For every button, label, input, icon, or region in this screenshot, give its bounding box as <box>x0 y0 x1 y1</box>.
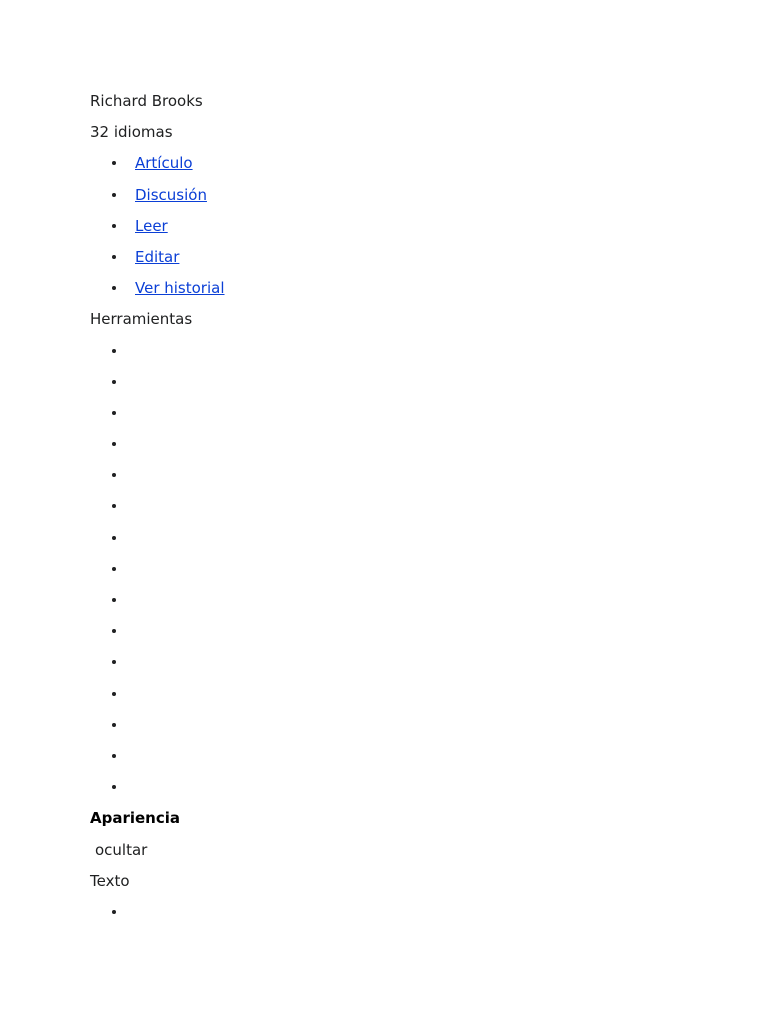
page-title: Richard Brooks <box>90 92 203 110</box>
read-link[interactable]: Leer <box>135 216 168 235</box>
bullet-icon <box>112 723 116 727</box>
bullet-icon <box>112 598 116 602</box>
bullet-icon <box>112 567 116 571</box>
tools-list-item <box>90 433 768 464</box>
view-item-article <box>90 152 768 183</box>
bullet-icon <box>112 161 116 165</box>
discussion-link[interactable]: Discusión <box>135 185 207 204</box>
bullet-icon <box>112 629 116 633</box>
edit-link[interactable]: Editar <box>135 247 180 266</box>
bullet-icon <box>112 286 116 290</box>
bullet-icon <box>112 473 116 477</box>
tools-menu-label[interactable]: Herramientas <box>90 310 193 329</box>
tools-list-item <box>90 776 768 807</box>
tools-list-item <box>90 371 768 402</box>
languages-button[interactable]: 32 idiomas <box>90 123 173 142</box>
views-list <box>90 152 768 308</box>
tools-list-item <box>90 558 768 589</box>
tools-list-item <box>90 589 768 620</box>
appearance-heading: Apariencia <box>90 809 181 828</box>
tools-list-item <box>90 651 768 682</box>
bullet-icon <box>112 910 116 914</box>
tools-list-item <box>90 495 768 526</box>
tools-list-item <box>90 464 768 495</box>
bullet-icon <box>112 660 116 664</box>
bullet-icon <box>112 504 116 508</box>
tools-list-item <box>90 402 768 433</box>
bullet-icon <box>112 380 116 384</box>
bullet-icon <box>112 349 116 353</box>
bullet-icon <box>112 255 116 259</box>
bullet-icon <box>112 442 116 446</box>
article-link[interactable]: Artículo <box>135 154 193 173</box>
tools-list-item <box>90 683 768 714</box>
tools-list-item <box>90 527 768 558</box>
tools-list-item <box>90 745 768 776</box>
tools-list <box>90 340 768 808</box>
bullet-icon <box>112 224 116 228</box>
text-section-label: Texto <box>90 871 130 890</box>
tools-list-item <box>90 340 768 371</box>
bullet-icon <box>112 411 116 415</box>
view-item-read <box>90 215 768 246</box>
view-item-discussion <box>90 184 768 215</box>
bullet-icon <box>112 536 116 540</box>
view-item-history <box>90 277 768 308</box>
bullet-icon <box>112 785 116 789</box>
bullet-icon <box>112 692 116 696</box>
list-item <box>90 901 768 932</box>
text-options-list <box>90 901 768 932</box>
tools-list-item <box>90 620 768 651</box>
bullet-icon <box>112 193 116 197</box>
bullet-icon <box>112 754 116 758</box>
tools-list-item <box>90 714 768 745</box>
view-item-edit <box>90 246 768 277</box>
view-history-link[interactable]: Ver historial <box>135 279 225 298</box>
hide-appearance-button[interactable]: ocultar <box>95 840 148 859</box>
